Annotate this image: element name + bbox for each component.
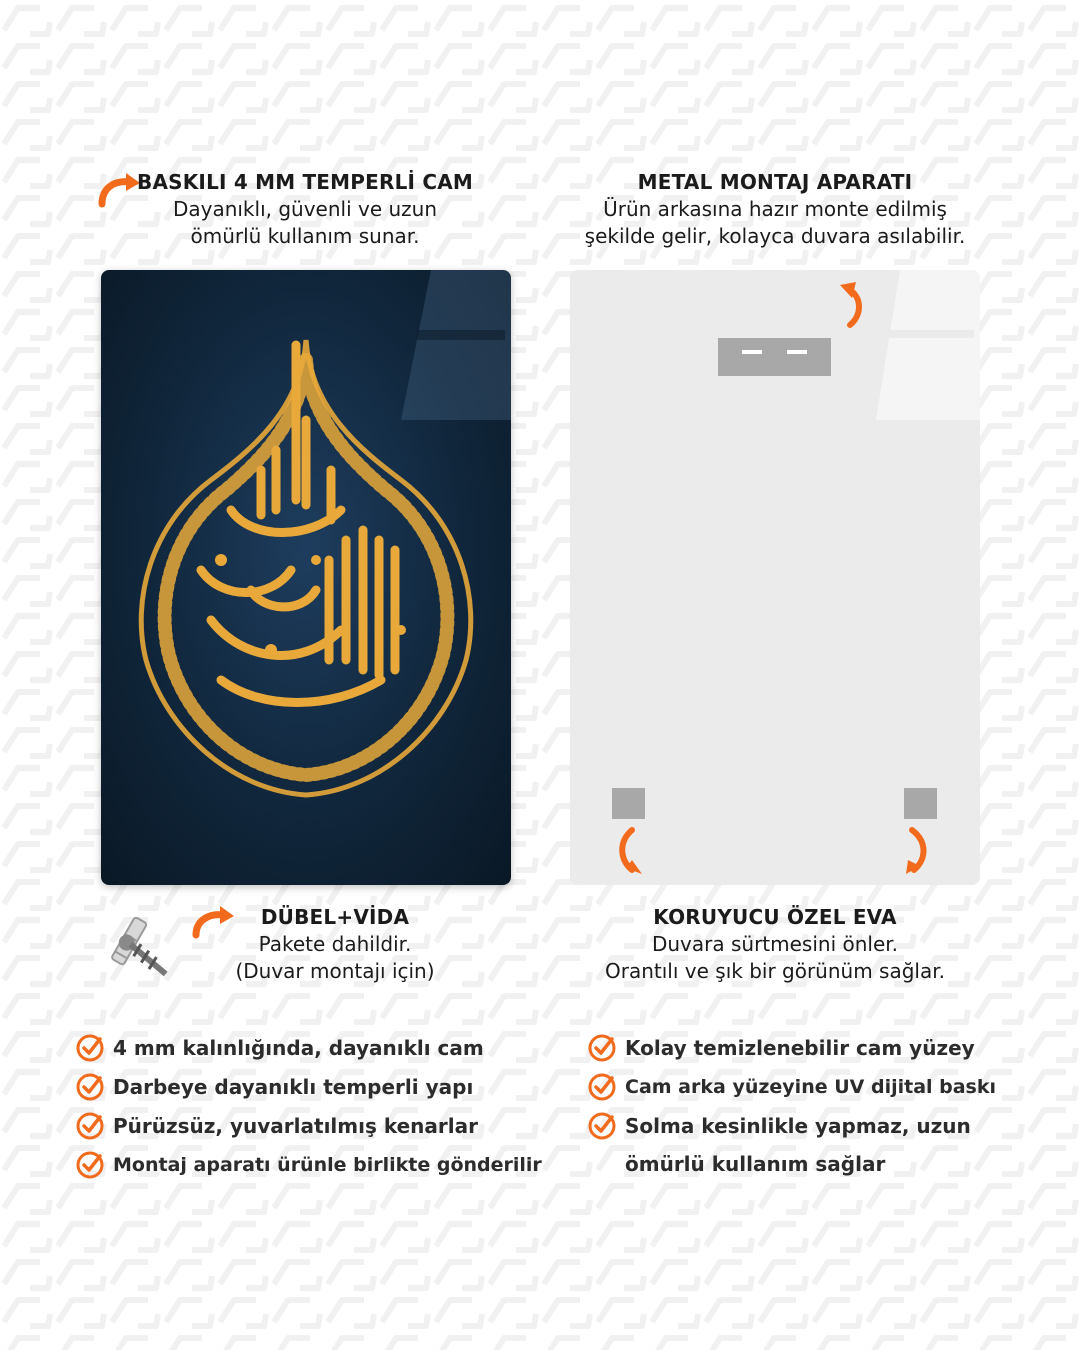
bullet-text: Kolay temizlenebilir cam yüzey — [625, 1036, 975, 1060]
feature-text: Orantılı ve şık bir görünüm sağlar. — [605, 959, 945, 983]
curved-arrow-icon — [840, 282, 859, 325]
feature-text: Duvara sürtmesini önler. — [651, 932, 899, 956]
curved-arrow-icon — [906, 830, 924, 874]
list-item — [75, 1111, 478, 1141]
product-back-view — [570, 270, 980, 885]
check-badge-icon — [587, 1072, 617, 1102]
check-badge-icon — [75, 1072, 105, 1102]
feature-text: Pakete dahildir. — [258, 932, 412, 956]
list-item — [587, 1072, 996, 1102]
eva-pad-left — [612, 788, 645, 819]
list-item — [587, 1111, 971, 1141]
check-badge-icon — [587, 1111, 617, 1141]
check-badge-icon — [75, 1111, 105, 1141]
curved-arrow-icon — [622, 830, 642, 874]
metal-bracket — [718, 338, 831, 376]
check-badge-icon — [75, 1033, 105, 1063]
back-view-drawing — [570, 270, 980, 885]
bullet-text: Montaj aparatı ürünle birlikte gönderilir — [113, 1154, 542, 1176]
calligraphy-artwork — [101, 270, 511, 885]
feature-text: ömürlü kullanım sunar. — [190, 224, 420, 248]
feature-mount — [555, 170, 995, 250]
list-item — [75, 1072, 473, 1102]
bullet-text: Cam arka yüzeyine UV dijital baskı — [625, 1076, 997, 1098]
feature-text: Dayanıklı, güvenli ve uzun — [172, 197, 438, 221]
feature-title: DÜBEL+VİDA — [260, 905, 410, 929]
list-item — [75, 1033, 484, 1063]
feature-text: şekilde gelir, kolayca duvara asılabilir. — [584, 224, 966, 248]
product-front-image — [101, 270, 511, 885]
feature-text: (Duvar montajı için) — [235, 959, 435, 983]
feature-dowel — [220, 905, 450, 985]
bullet-text: Solma kesinlikle yapmaz, uzun — [625, 1114, 971, 1138]
eva-pad-right — [904, 788, 937, 819]
bullet-text: Pürüzsüz, yuvarlatılmış kenarlar — [113, 1114, 478, 1138]
feature-glass — [130, 170, 480, 250]
bullet-text: 4 mm kalınlığında, dayanıklı cam — [113, 1036, 484, 1060]
list-item — [75, 1150, 542, 1180]
feature-title: KORUYUCU ÖZEL EVA — [653, 905, 897, 929]
check-badge-icon — [587, 1033, 617, 1063]
list-item — [587, 1033, 975, 1063]
feature-title: BASKILI 4 MM TEMPERLİ CAM — [137, 170, 473, 194]
check-badge-icon — [75, 1150, 105, 1180]
bullet-text-continued: ömürlü kullanım sağlar — [625, 1152, 886, 1176]
dowel-screw-icon — [98, 905, 180, 985]
bullet-text: Darbeye dayanıklı temperli yapı — [113, 1075, 474, 1099]
feature-title: METAL MONTAJ APARATI — [637, 170, 913, 194]
feature-text: Ürün arkasına hazır monte edilmiş — [603, 197, 947, 221]
feature-eva — [560, 905, 990, 985]
